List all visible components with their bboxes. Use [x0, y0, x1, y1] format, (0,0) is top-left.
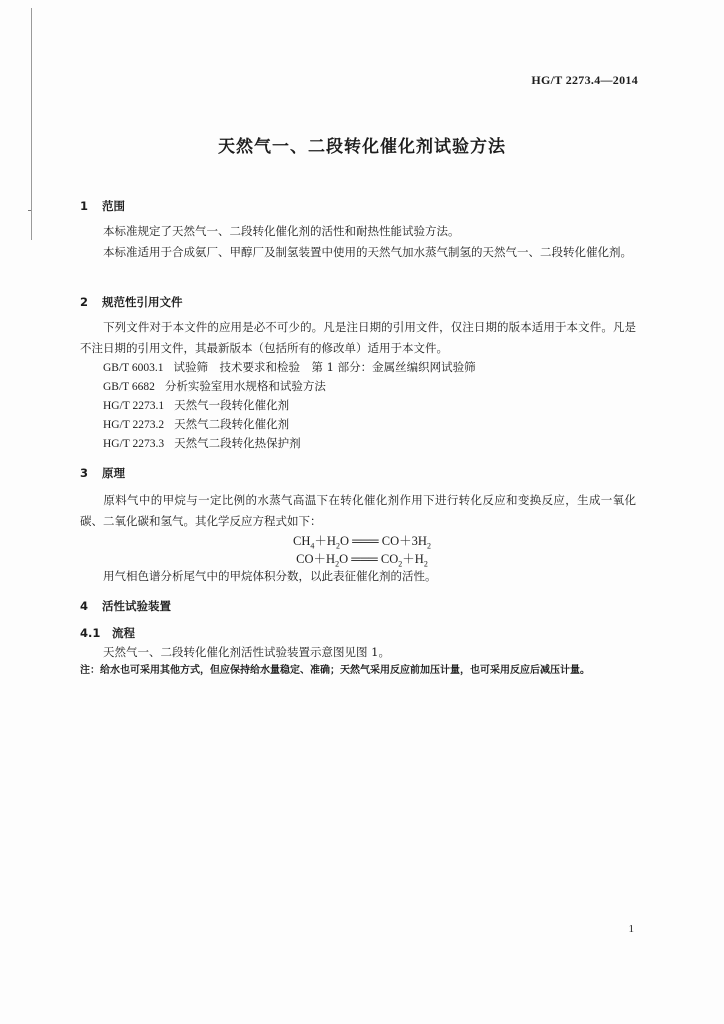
standard-number: HG/T 2273.4—2014	[531, 73, 638, 87]
section-title: 范围	[102, 199, 125, 213]
subsection-number: 4.1	[80, 626, 101, 640]
reference-code: GB/T 6003.1	[103, 362, 164, 374]
section-number: 2	[80, 295, 89, 309]
section-1-heading	[80, 198, 125, 214]
section-number: 3	[80, 466, 89, 480]
binding-margin-line	[31, 8, 32, 240]
chemical-equation-2: $CO+H_2O$ ═══ $CO_2+H_2$	[296, 552, 428, 569]
section-title: 规范性引用文件	[102, 295, 183, 309]
reference-title: 天然气二段转化催化剂	[174, 417, 290, 431]
reference-item	[103, 358, 476, 378]
reference-title: 天然气二段转化热保护剂	[174, 436, 301, 450]
reference-item	[103, 434, 301, 454]
note-paragraph: 注：给水也可采用其他方式，但应保持给水量稳定、准确；天然气采用反应前加压计量，也可采用反应后减压计量。	[80, 665, 590, 676]
reference-code: HG/T 2273.3	[103, 438, 165, 450]
reference-code: HG/T 2273.1	[103, 400, 165, 412]
section-number: 1	[80, 199, 89, 213]
principle-paragraph: 原料气中的甲烷与一定比例的水蒸气高温下在转化催化剂作用下进行转化反应和变换反应，生成一氧化碳、二氧化碳和氢气。其化学反应方程式如下：	[80, 493, 636, 528]
reference-title: 天然气一段转化催化剂	[174, 398, 290, 412]
reference-code: HG/T 2273.2	[103, 419, 165, 431]
normative-references-intro: 下列文件对于本文件的应用是必不可少的。凡是注日期的引用文件，仅注日期的版本适用于本文件。凡是不注日期的引用文件，其最新版本（包括所有的修改单）适用于本文件。	[80, 320, 636, 355]
section-3-heading	[80, 465, 125, 481]
reference-item	[103, 415, 289, 435]
section-number: 4	[80, 599, 89, 613]
section-title: 活性试验装置	[102, 599, 171, 613]
subsection-title: 流程	[112, 626, 135, 640]
section-title: 原理	[102, 466, 125, 480]
reference-item	[103, 396, 289, 416]
document-title: 天然气一、二段转化催化剂试验方法	[218, 137, 506, 157]
binding-margin-tick	[28, 210, 31, 211]
principle-outro: 用气相色谱分析尾气中的甲烷体积分数，以此表征催化剂的活性。	[103, 569, 437, 583]
page-number: 1	[628, 923, 634, 935]
flow-paragraph: 天然气一、二段转化催化剂活性试验装置示意图见图 1。	[103, 645, 390, 659]
scope-paragraph-2: 本标准适用于合成氨厂、甲醇厂及制氢装置中使用的天然气加水蒸气制氢的天然气一、二段转化催化剂。	[103, 245, 632, 259]
reference-title: 试验筛 技术要求和检验 第 1 部分：金属丝编织网试验筛	[173, 360, 476, 374]
chemical-equation-1: $CH_4+H_2O$ ═══ $CO+3H_2$	[293, 534, 431, 551]
section-4-heading	[80, 598, 171, 614]
subsection-4-1-heading	[80, 625, 135, 641]
reference-item	[103, 377, 326, 397]
section-2-heading	[80, 294, 183, 310]
scope-paragraph-1: 本标准规定了天然气一、二段转化催化剂的活性和耐热性能试验方法。	[103, 224, 460, 238]
reference-title: 分析实验室用水规格和试验方法	[164, 379, 326, 393]
reference-code: GB/T 6682	[103, 381, 155, 393]
